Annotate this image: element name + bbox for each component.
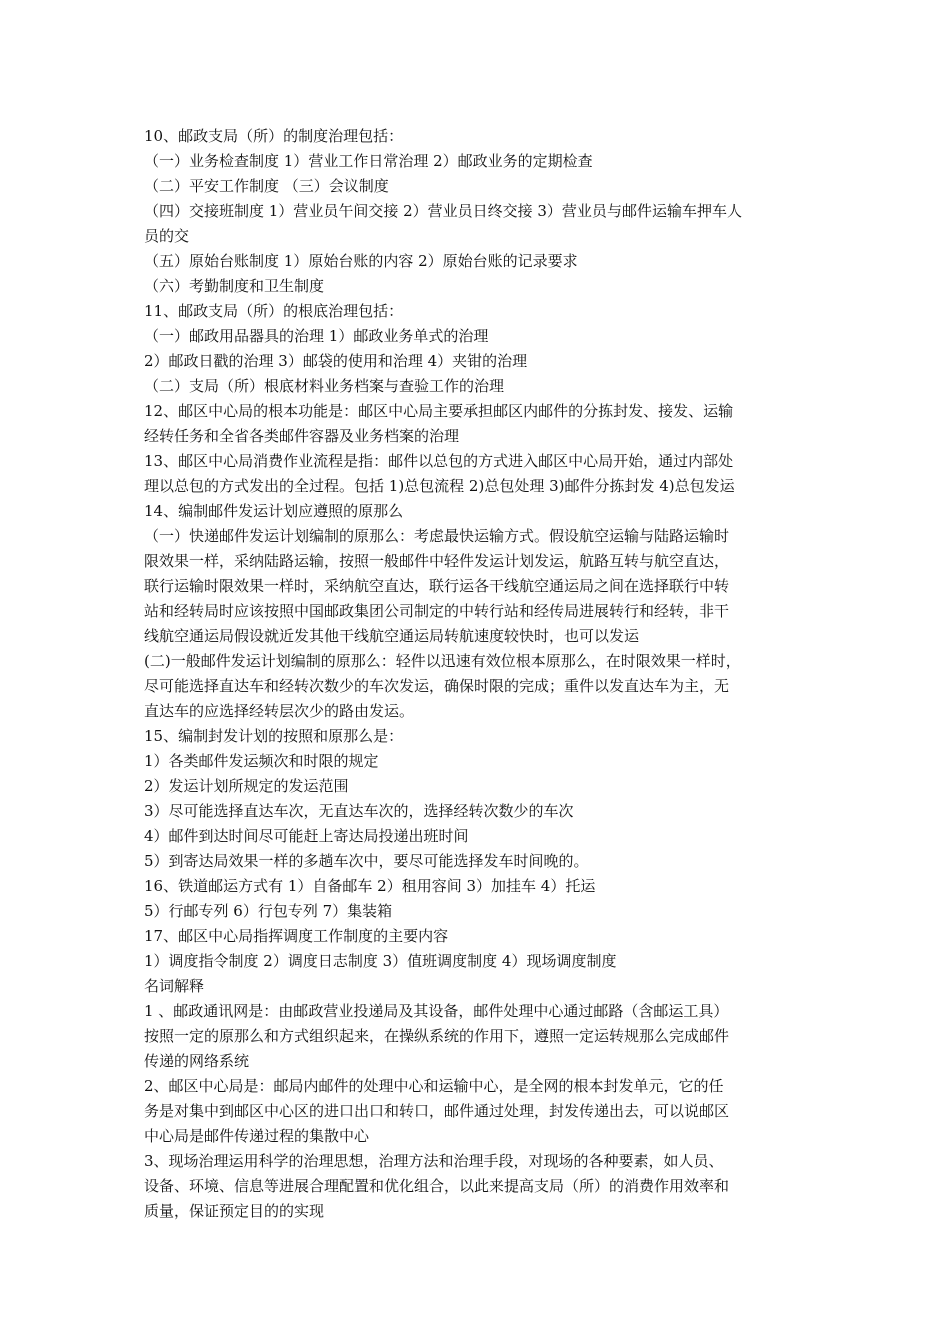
text-line: 15、编制封发计划的按照和原那么是： xyxy=(144,727,404,745)
text-line: 设备、环境、信息等进展合理配置和优化组合，以此来提高支局（所）的消费作用效率和 xyxy=(144,1177,730,1195)
text-line: 传递的网络系统 xyxy=(144,1052,250,1070)
text-line: 5）到寄达局效果一样的多趟车次中，要尽可能选择发车时间晚的。 xyxy=(144,852,589,870)
text-line: （六）考勤制度和卫生制度 xyxy=(144,277,325,295)
text-line: 1）各类邮件发运频次和时限的规定 xyxy=(144,752,379,770)
text-line: (二)一般邮件发运计划编制的原那么：轻件以迅速有效位根本原那么，在时限效果一样时， xyxy=(144,652,741,670)
text-line: 站和经转局时应该按照中国邮政集团公司制定的中转行站和经传局进展转行和经转，非干 xyxy=(144,602,730,620)
text-line: 员的交 xyxy=(144,227,190,245)
text-line: 11、邮政支局（所）的根底治理包括： xyxy=(144,302,404,320)
text-line: 2）邮政日戳的治理 3）邮袋的使用和治理 4）夹钳的治理 xyxy=(144,352,528,370)
text-line: 3）尽可能选择直达车次，无直达车次的，选择经转次数少的车次 xyxy=(144,802,574,820)
text-line: 尽可能选择直达车和经转次数少的车次发运，确保时限的完成；重件以发直达车为主，无 xyxy=(144,677,730,695)
text-line: 按照一定的原那么和方式组织起来，在操纵系统的作用下，遵照一定运转规那么完成邮件 xyxy=(144,1027,730,1045)
text-line: 经转任务和全省各类邮件容器及业务档案的治理 xyxy=(144,427,460,445)
text-line: 1）调度指令制度 2）调度日志制度 3）值班调度制度 4）现场调度制度 xyxy=(144,952,617,970)
text-line: 名词解释 xyxy=(144,977,205,995)
text-line: 中心局是邮件传递过程的集散中心 xyxy=(144,1127,370,1145)
text-line: 4）邮件到达时间尽可能赶上寄达局投递出班时间 xyxy=(144,827,469,845)
text-line: 10、邮政支局（所）的制度治理包括： xyxy=(144,127,404,145)
text-line: 质量，保证预定目的的实现 xyxy=(144,1202,325,1220)
text-line: （一）快递邮件发运计划编制的原那么：考虑最快运输方式。假设航空运输与陆路运输时 xyxy=(144,527,730,545)
text-line: （一）业务检查制度 1）营业工作日常治理 2）邮政业务的定期检查 xyxy=(144,152,593,170)
text-line: （五）原始台账制度 1）原始台账的内容 2）原始台账的记录要求 xyxy=(144,252,578,270)
document-body xyxy=(144,124,824,1224)
text-line: 限效果一样，采纳陆路运输，按照一般邮件中轻件发运计划发运，航路互转与航空直达， xyxy=(144,552,730,570)
text-line: （一）邮政用品器具的治理 1）邮政业务单式的治理 xyxy=(144,327,489,345)
text-line: 17、邮区中心局指挥调度工作制度的主要内容 xyxy=(144,927,449,945)
text-line: （四）交接班制度 1）营业员午间交接 2）营业员日终交接 3）营业员与邮件运输车押车人 xyxy=(144,202,742,220)
text-line: 理以总包的方式发出的全过程。包括 1)总包流程 2)总包处理 3)邮件分拣封发 4)总包发运 xyxy=(144,477,735,495)
text-line: 13、邮区中心局消费作业流程是指：邮件以总包的方式进入邮区中心局开始，通过内部处 xyxy=(144,452,734,470)
text-line: 务是对集中到邮区中心区的进口出口和转口，邮件通过处理，封发传递出去，可以说邮区 xyxy=(144,1102,730,1120)
text-line: 直达车的应选择经转层次少的路由发运。 xyxy=(144,702,415,720)
text-line: 2）发运计划所规定的发运范围 xyxy=(144,777,349,795)
text-line: 联行运输时限效果一样时，采纳航空直达，联行运各干线航空通运局之间在选择联行中转 xyxy=(144,577,730,595)
text-line: 5）行邮专列 6）行包专列 7）集装箱 xyxy=(144,902,393,920)
text-line: （二）支局（所）根底材料业务档案与查验工作的治理 xyxy=(144,377,505,395)
text-line: 12、邮区中心局的根本功能是：邮区中心局主要承担邮区内邮件的分拣封发、接发、运输 xyxy=(144,402,734,420)
text-line: 3、现场治理运用科学的治理思想，治理方法和治理手段，对现场的各种要素，如人员、 xyxy=(144,1152,724,1170)
text-line: 1 、邮政通讯网是：由邮政营业投递局及其设备，邮件处理中心通过邮路（含邮运工具） xyxy=(144,1002,729,1020)
text-line: 线航空通运局假设就近发其他干线航空通运局转航速度较快时，也可以发运 xyxy=(144,627,640,645)
text-line: （二）平安工作制度 （三）会议制度 xyxy=(144,177,389,195)
text-line: 14、编制邮件发运计划应遵照的原那么 xyxy=(144,502,404,520)
text-line: 16、铁道邮运方式有 1）自备邮车 2）租用容间 3）加挂车 4）托运 xyxy=(144,877,596,895)
text-line: 2、邮区中心局是：邮局内邮件的处理中心和运输中心，是全网的根本封发单元，它的任 xyxy=(144,1077,724,1095)
